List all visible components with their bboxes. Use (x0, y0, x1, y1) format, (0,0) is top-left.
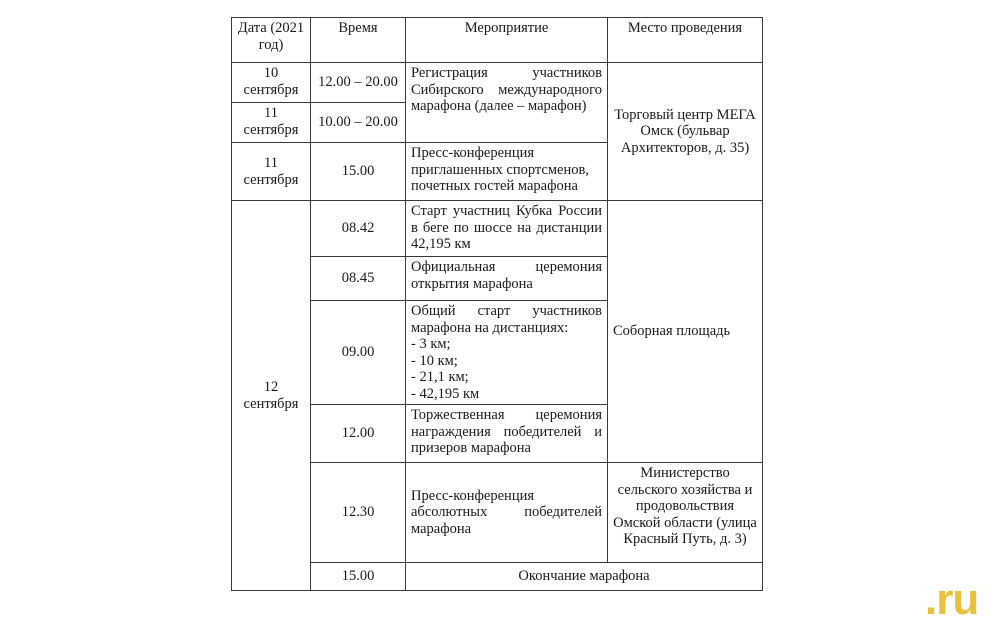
table-row (232, 563, 763, 591)
distance-item: - 42,195 км (411, 385, 480, 402)
cell-time: 09.00 (311, 301, 406, 405)
cell-date: 11 сентября (232, 103, 311, 143)
table-row (232, 463, 763, 563)
header-time: Время (311, 18, 406, 63)
distance-item: - 21,1 км; (411, 369, 469, 385)
cell-place-ministry: Министерство сельского хозяйства и продовольствия Омской области (улица Красный Путь, д. 3) (608, 463, 763, 563)
cell-date-sept12: 12 сентября (232, 201, 311, 591)
cell-event: Пресс-конференция приглашенных спортсменов, почетных гостей марафона (406, 143, 608, 201)
header-event: Мероприятие (406, 18, 608, 63)
distance-item: - 10 км; (411, 352, 458, 369)
schedule-table (231, 17, 763, 591)
cell-time: 12.00 – 20.00 (311, 63, 406, 103)
event-intro: Общий старт участников марафона на дистанциях: (411, 303, 602, 336)
cell-date: 10 сентября (232, 63, 311, 103)
cell-time: 10.00 – 20.00 (311, 103, 406, 143)
table-row (232, 63, 763, 103)
distance-item: - 3 км; (411, 336, 451, 352)
schedule-document (231, 17, 763, 591)
cell-time: 12.30 (311, 463, 406, 563)
header-date: Дата (2021 год) (232, 18, 311, 63)
cell-event: Торжественная церемония награждения победителей и призеров марафона (406, 405, 608, 463)
table-row (232, 201, 763, 257)
cell-event-distances (406, 301, 608, 405)
cell-time: 08.45 (311, 257, 406, 301)
cell-time: 15.00 (311, 143, 406, 201)
cell-date: 11 сентября (232, 143, 311, 201)
cell-time: 12.00 (311, 405, 406, 463)
cell-time: 08.42 (311, 201, 406, 257)
cell-event: Официальная церемония открытия марафона (406, 257, 608, 301)
cell-event-end: Окончание марафона (406, 563, 763, 591)
cell-place-square: Соборная площадь (608, 201, 763, 463)
cell-time: 15.00 (311, 563, 406, 591)
cell-event-registration: Регистрация участников Сибирского международного марафона (далее – марафон) (406, 63, 608, 143)
watermark-logo: .ru (925, 575, 979, 624)
cell-event: Пресс-конференция абсолютных победителей марафона (406, 463, 608, 563)
cell-place-mega: Торговый центр МЕГА Омск (бульвар Архитекторов, д. 35) (608, 63, 763, 201)
cell-event: Старт участниц Кубка России в беге по шоссе на дистанции 42,195 км (406, 201, 608, 257)
table-header-row (232, 18, 763, 63)
header-place: Место проведения (608, 18, 763, 63)
